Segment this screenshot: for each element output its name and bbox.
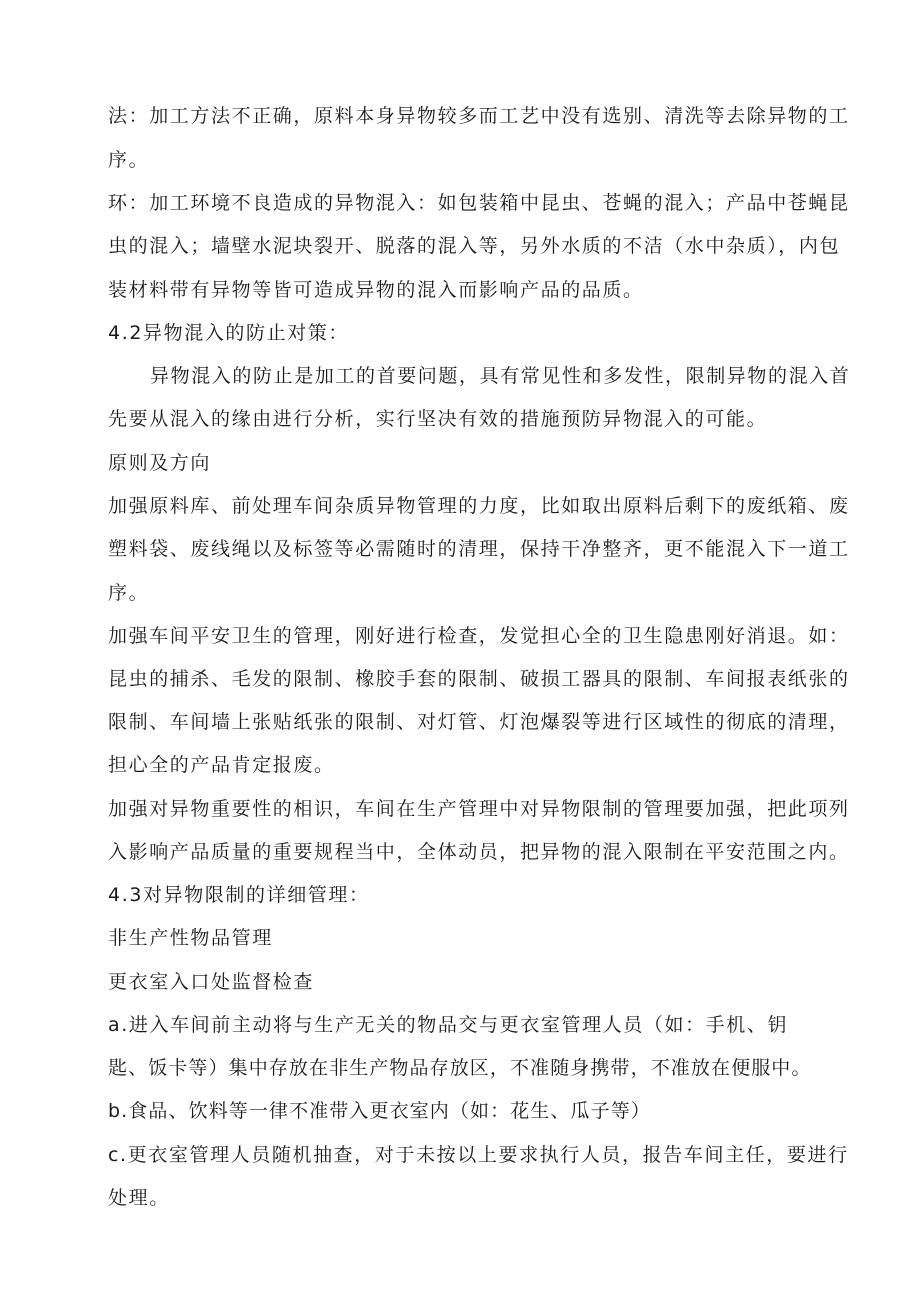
text-line: 限制、车间墙上张贴纸张的限制、对灯管、灯泡爆裂等进行区域性的彻底的清理， <box>108 711 850 733</box>
text-line: 入影响产品质量的重要规程当中，全体动员，把异物的混入限制在平安范围之内。 <box>108 841 850 863</box>
text-line: 序。 <box>108 149 150 171</box>
text-line: 法：加工方法不正确，原料本身异物较多而工艺中没有选别、清洗等去除异物的工 <box>108 105 850 127</box>
text-line: 加强原料库、前处理车间杂质异物管理的力度，比如取出原料后剩下的废纸箱、废 <box>108 495 850 517</box>
subheading: 更衣室入口处监督检查 <box>108 971 315 993</box>
text-line: 虫的混入；墙壁水泥块裂开、脱落的混入等，另外水质的不洁（水中杂质），内包 <box>108 235 841 257</box>
list-item: c.更衣室管理人员随机抽查，对于未按以上要求执行人员，报告车间主任，要进行 <box>108 1144 849 1166</box>
text-line: 加强车间平安卫生的管理，刚好进行检查，发觉担心全的卫生隐患刚好消退。如： <box>108 625 850 647</box>
subheading: 原则及方向 <box>108 452 212 474</box>
subheading: 非生产性物品管理 <box>108 927 273 949</box>
list-item: b.食品、饮料等一律不准带入更衣室内（如：花生、瓜子等） <box>108 1100 651 1122</box>
list-item-continuation: 处理。 <box>108 1187 170 1209</box>
list-item: a.进入车间前主动将与生产无关的物品交与更衣室管理人员（如：手机、钥 <box>108 1014 789 1036</box>
text-line: 加强对异物重要性的相识，车间在生产管理中对异物限制的管理要加强，把此项列 <box>108 798 850 820</box>
text-line: 装材料带有异物等皆可造成异物的混入而影响产品的品质。 <box>108 279 644 301</box>
section-heading: 4.2异物混入的防止对策： <box>108 322 350 344</box>
text-line: 担心全的产品肯定报废。 <box>108 754 335 776</box>
section-heading: 4.3对异物限制的详细管理： <box>108 884 370 906</box>
text-line: 环：加工环境不良造成的异物混入：如包装箱中昆虫、苍蝇的混入；产品中苍蝇昆 <box>108 192 850 214</box>
text-line: 塑料袋、废线绳以及标签等必需随时的清理，保持干净整齐，更不能混入下一道工 <box>108 538 850 560</box>
text-line: 先要从混入的缘由进行分析，实行坚决有效的措施预防异物混入的可能。 <box>108 408 768 430</box>
text-line: 序。 <box>108 582 150 604</box>
list-item-continuation: 匙、饭卡等）集中存放在非生产物品存放区，不准随身携带，不准放在便服中。 <box>108 1057 812 1079</box>
text-line: 昆虫的捕杀、毛发的限制、橡胶手套的限制、破损工器具的限制、车间报表纸张的 <box>108 668 850 690</box>
text-line: 异物混入的防止是加工的首要问题，具有常见性和多发性，限制异物的混入首 <box>150 365 851 387</box>
